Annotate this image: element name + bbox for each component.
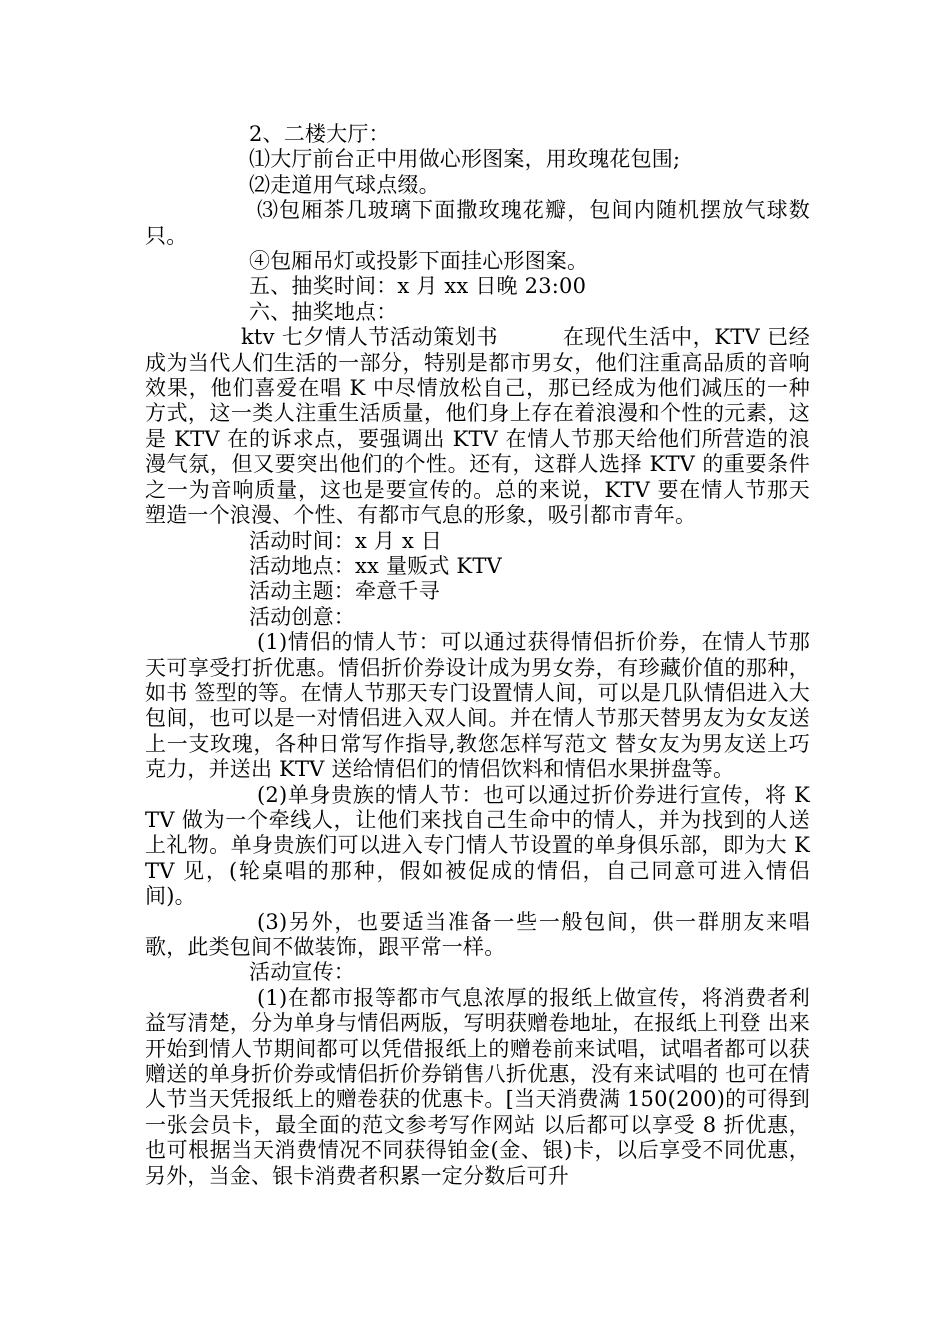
- paragraph-corridor-balloons: ⑵走道用气球点缀。: [249, 172, 440, 197]
- document-page: [145, 122, 810, 1189]
- paragraph-couples-valentine: (1)情侣的情人节：可以通过获得情侣折价券，在情人节那天可享受打折优惠。情侣折价券设计成为男女券，有珍藏价值的那种，如书 签型的等。在情人节那天专门设置情人间，可以是几队情侣进入大包间，也可以是一对情侣进入双人间。并在情人节那天替男友为女友送上一支玫瑰，各种日常写作指导,教您怎样写范文 替女友为男友送上巧克力，并送出 KTV 送给情侣们的情侣饮料和情侣水果拼盘等。: [145, 630, 810, 782]
- paragraph-lottery-location: 六、抽奖地点：: [249, 299, 398, 324]
- paragraph-chandelier-heart: ④包厢吊灯或投影下面挂心形图案。: [249, 249, 589, 274]
- paragraph-second-floor-hall: 2、二楼大厅：: [249, 122, 390, 146]
- paragraph-rose-petals: ⑶包厢茶几玻璃下面撒玫瑰花瓣，包间内随机摆放气球数只。: [145, 198, 810, 248]
- paragraph-front-desk-heart: ⑴大厅前台正中用做心形图案，用玫瑰花包围;: [249, 147, 681, 172]
- paragraph-singles-valentine: (2)单身贵族的情人节：也可以通过折价券进行宣传，将 KTV 做为一个牵线人，让他们来找自己生命中的情人，并为找到的人送上礼物。单身贵族们可以进入专门情人节设置的单身俱乐部，即为大 KTV 见，(轮桌唱的那种，假如被促成的情侣，自己同意可进入情侣间)。: [145, 782, 810, 909]
- paragraph-newspaper-promotion: (1)在都市报等都市气息浓厚的报纸上做宣传，将消费者利益写清楚，分为单身与情侣两版，写明获赠卷地址，在报纸上刊登 出来开始到情人节期间都可以凭借报纸上的赠卷前来试唱，试唱者都可以获赠送的单身折价券或情侣折价券销售八折优惠，没有来试唱的 也可在情人节当天凭报纸上的赠卷获的优惠卡。[当天消费满 150(200)的可得到一张会员卡，最全面的范文参考写作网站 以后都可以享受 8 折优惠，也可根据当天消费情况不同获得铂金(金、银)卡，以后享受不同优惠，另外，当金、银卡消费者积累一定分数后可升: [145, 985, 810, 1188]
- paragraph-activity-time: 活动时间：x 月 x 日: [249, 528, 443, 553]
- paragraph-plan-intro: ktv 七夕情人节活动策划书 在现代生活中，KTV 已经成为当代人们生活的一部分，特别是都市男女，他们注重高品质的音响效果，他们喜爱在唱 K 中尽情放松自己，那已经成为他们减压的一种方式，这一类人注重生活质量，他们身上存在着浪漫和个性的元素，这是 KTV 在的诉求点，要强调出 KTV 在情人节那天给他们所营造的浪漫气氛，但又要突出他们的个性。还有，这群人选择 KTV 的重要条件之一为音响质量，这也是要宣传的。总的来说，KTV 要在情人节那天塑造一个浪漫、个性、有都市气息的形象，吸引都市青年。: [145, 325, 810, 528]
- paragraph-regular-rooms: (3)另外，也要适当准备一些一般包间，供一群朋友来唱歌，此类包间不做装饰，跟平常一样。: [145, 909, 810, 959]
- paragraph-activity-ideas-heading: 活动创意：: [249, 604, 355, 629]
- paragraph-activity-location: 活动地点：xx 量贩式 KTV: [249, 553, 502, 578]
- paragraph-lottery-time: 五、抽奖时间：x 月 xx 日晚 23:00: [249, 274, 587, 299]
- paragraph-activity-theme: 活动主题：牵意千寻: [249, 579, 440, 604]
- paragraph-promotion-heading: 活动宣传：: [249, 960, 355, 985]
